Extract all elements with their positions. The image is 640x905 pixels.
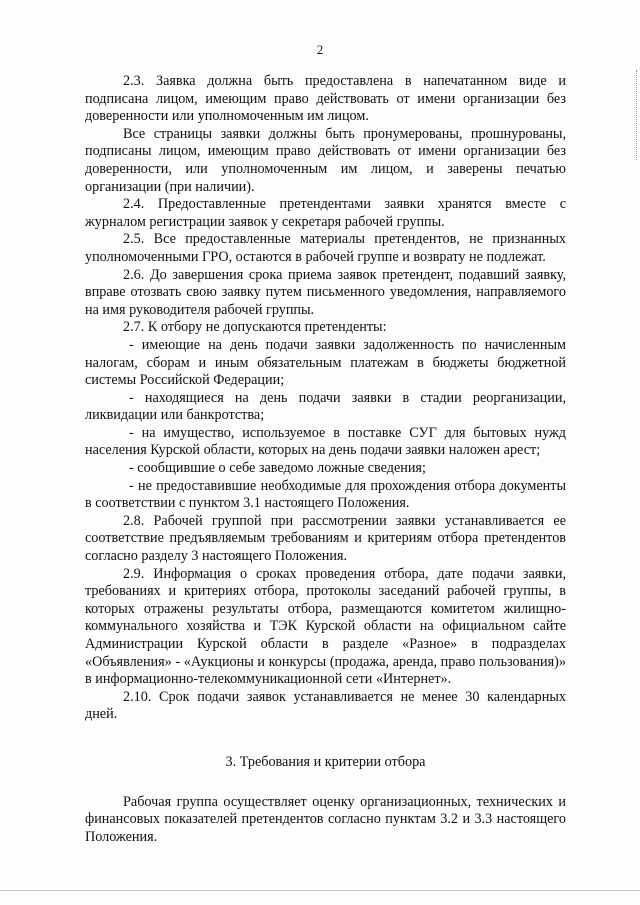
section-3-paragraph: Рабочая группа осуществляет оценку организационных, технических и финансовых показателей претендентов согласно пунктам 3.2 и 3.3 настоящего Положения. (85, 793, 566, 845)
list-item-reorganization: - находящиеся на день подачи заявки в стадии реорганизации, ликвидации или банкротства; (85, 389, 566, 424)
paragraph-2-3-pages: Все страницы заявки должны быть пронумерованы, прошнурованы, подписаны лицом, имеющим право действовать от имени организации без доверенности, или уполномоченным им лицом, и заверены печатью организации (при наличии). (85, 125, 566, 195)
page-number: 2 (316, 42, 324, 57)
section-heading: 3. Требования и критерии отбора (225, 753, 426, 770)
list-item-false-info: - сообщившие о себе заведомо ложные сведения; (129, 460, 426, 477)
paragraph-2-6: 2.6. До завершения срока приема заявок претендент, подавший заявку, вправе отозвать свою заявку путем письменного уведомления, направляемого на имя руководителя рабочей группы. (85, 266, 566, 318)
document-body (85, 73, 566, 846)
paragraph-2-7: 2.7. К отбору не допускаются претенденты: (123, 319, 387, 336)
paragraph-2-3: 2.3. Заявка должна быть предоставлена в напечатанном виде и подписана лицом, имеющим право действовать от имени организации без доверенности или уполномоченным им лицом. (85, 73, 566, 125)
paragraph-2-5: 2.5. Все предоставленные материалы претендентов, не признанных уполномоченными ГРО, остаются в рабочей группе и возврату не подлежат. (85, 231, 566, 265)
paragraph-2-10: 2.10. Срок подачи заявок устанавливается не менее 30 календарных дней. (85, 688, 566, 723)
list-item-arrest: - на имущество, используемое в поставке СУГ для бытовых нужд населения Курской области, которых на день подачи заявки наложен арест; (85, 424, 566, 459)
list-item-documents: - не предоставившие необходимые для прохождения отбора документы в соответствии с пунктом 3.1 настоящего Положения. (85, 477, 566, 512)
page-edge-mark (635, 70, 637, 160)
paragraph-2-4: 2.4. Предоставленные претендентами заявки хранятся вместе с журналом регистрации заявок у секретаря рабочей группы. (85, 196, 566, 230)
page-bottom-edge (0, 890, 640, 891)
paragraph-2-8: 2.8. Рабочей группой при рассмотрении заявки устанавливается ее соответствие предъявляемым требованиям и критериям отбора претендентов согласно разделу 3 настоящего Положения. (85, 512, 566, 565)
paragraph-2-9: 2.9. Информация о сроках проведения отбора, дате подачи заявки, требованиях и критериях отбора, протоколы заседаний рабочей группы, в которых отражены результаты отбора, размещаются комитетом жилищно-коммунального хозяйства и ТЭК Курской области на официальном сайте Администрации Курской области в разделе «Разное» в подразделах «Объявления» - «Аукционы и конкурсы (продажа, аренда, право пользования)» в информационно-телекоммуникационной сети «Интернет». (85, 565, 566, 688)
list-item-debt: - имеющие на день подачи заявки задолженность по начисленным налогам, сборам и иным обязательным платежам в бюджеты бюджетной системы Российской Федерации; (85, 336, 566, 389)
